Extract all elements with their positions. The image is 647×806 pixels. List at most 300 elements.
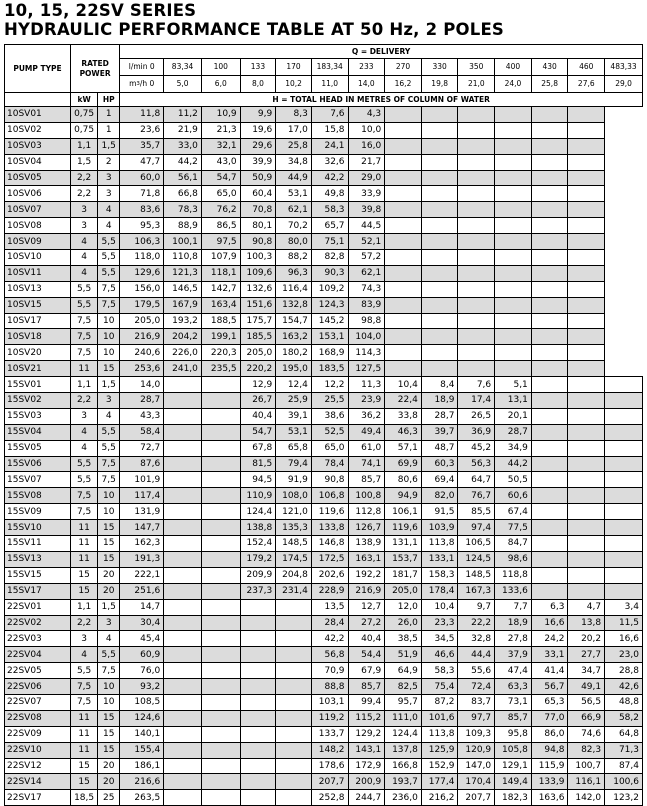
head-value-cell: 55,6 — [458, 663, 495, 679]
head-value-cell: 49,4 — [348, 424, 385, 440]
head-value-cell — [605, 393, 643, 409]
head-value-cell — [531, 551, 568, 567]
head-value-cell: 23,3 — [421, 615, 458, 631]
hp-header: HP — [98, 93, 120, 107]
head-value-cell — [568, 472, 605, 488]
table-row — [5, 408, 643, 424]
head-value-cell: 205,0 — [240, 345, 276, 361]
head-value-cell — [421, 202, 458, 218]
hp-cell: 1 — [98, 122, 120, 138]
head-value-cell: 124,3 — [311, 297, 348, 313]
head-value-cell — [201, 583, 240, 599]
pump-model-cell: 22SV06 — [5, 679, 71, 695]
head-value-cell: 83,9 — [348, 297, 385, 313]
table-row — [5, 615, 643, 631]
head-value-cell — [495, 218, 532, 234]
head-value-cell — [495, 361, 532, 377]
head-value-cell: 133,1 — [421, 551, 458, 567]
head-value-cell: 133,9 — [531, 774, 568, 790]
head-value-cell: 182,3 — [495, 790, 532, 806]
head-value-cell — [201, 424, 240, 440]
head-value-cell: 236,0 — [385, 790, 422, 806]
head-value-cell: 44,9 — [276, 170, 312, 186]
head-value-cell: 155,4 — [120, 742, 164, 758]
head-value-cell — [495, 202, 532, 218]
head-value-cell — [568, 345, 605, 361]
flow-m3h-cell: 14,0 — [348, 76, 385, 93]
head-value-cell — [531, 218, 568, 234]
hp-cell: 2 — [98, 154, 120, 170]
flow-lmin-cell: 330 — [421, 59, 458, 76]
head-value-cell — [495, 154, 532, 170]
head-value-cell: 170,4 — [458, 774, 495, 790]
head-value-cell: 138,9 — [348, 536, 385, 552]
kw-cell: 3 — [70, 218, 97, 234]
head-value-cell: 42,2 — [311, 631, 348, 647]
head-value-cell — [531, 520, 568, 536]
head-value-cell — [201, 551, 240, 567]
head-value-cell: 7,6 — [311, 107, 348, 123]
head-value-cell: 91,5 — [421, 504, 458, 520]
head-value-cell: 62,1 — [276, 202, 312, 218]
hp-cell: 4 — [98, 631, 120, 647]
head-value-cell — [421, 250, 458, 266]
head-value-cell: 154,7 — [276, 313, 312, 329]
head-value-cell — [458, 202, 495, 218]
head-value-cell — [458, 218, 495, 234]
head-value-cell — [531, 440, 568, 456]
head-value-cell: 263,5 — [120, 790, 164, 806]
head-value-cell — [201, 440, 240, 456]
performance-table — [4, 44, 643, 806]
head-value-cell: 61,0 — [348, 440, 385, 456]
head-value-cell: 37,9 — [495, 647, 532, 663]
head-value-cell: 34,9 — [495, 440, 532, 456]
head-value-cell — [458, 154, 495, 170]
head-value-cell: 78,3 — [164, 202, 202, 218]
head-value-cell — [201, 536, 240, 552]
head-value-cell: 66,8 — [164, 186, 202, 202]
head-value-cell — [568, 281, 605, 297]
head-value-cell — [164, 774, 202, 790]
hp-cell: 15 — [98, 520, 120, 536]
head-value-cell: 49,8 — [311, 186, 348, 202]
table-row — [5, 774, 643, 790]
head-value-cell — [201, 504, 240, 520]
head-value-cell: 100,6 — [605, 774, 643, 790]
head-value-cell — [164, 567, 202, 583]
head-value-cell — [201, 790, 240, 806]
flow-lmin-cell: 350 — [458, 59, 495, 76]
head-value-cell: 8,3 — [276, 107, 312, 123]
head-value-cell: 34,5 — [421, 631, 458, 647]
head-value-cell: 60,6 — [495, 488, 532, 504]
head-value-cell — [568, 551, 605, 567]
flow-m3h-cell: 11,0 — [311, 76, 348, 93]
head-value-cell: 133,6 — [495, 583, 532, 599]
head-value-cell: 106,8 — [311, 488, 348, 504]
table-row — [5, 265, 643, 281]
head-value-cell: 162,3 — [120, 536, 164, 552]
head-value-cell: 9,9 — [240, 107, 276, 123]
head-value-cell: 46,3 — [385, 424, 422, 440]
head-value-cell: 185,5 — [240, 329, 276, 345]
head-value-cell — [495, 234, 532, 250]
head-value-cell — [276, 615, 312, 631]
head-value-cell — [531, 297, 568, 313]
head-value-cell: 49,1 — [568, 679, 605, 695]
head-value-cell: 133,7 — [311, 726, 348, 742]
head-value-cell — [531, 345, 568, 361]
head-value-cell: 114,3 — [348, 345, 385, 361]
hp-cell: 10 — [98, 679, 120, 695]
head-value-cell — [164, 647, 202, 663]
flow-m3h-cell: 24,0 — [495, 76, 532, 93]
head-value-cell — [495, 250, 532, 266]
table-row — [5, 107, 643, 123]
head-value-cell — [421, 345, 458, 361]
head-value-cell: 117,4 — [120, 488, 164, 504]
head-value-cell — [240, 790, 276, 806]
head-value-cell: 69,9 — [385, 456, 422, 472]
head-value-cell: 10,4 — [385, 377, 422, 393]
table-row — [5, 790, 643, 806]
head-value-cell — [605, 536, 643, 552]
head-value-cell: 95,7 — [385, 694, 422, 710]
head-value-cell: 100,3 — [240, 250, 276, 266]
head-value-cell: 94,8 — [531, 742, 568, 758]
head-value-cell — [568, 170, 605, 186]
head-value-cell — [458, 361, 495, 377]
head-value-cell — [164, 599, 202, 615]
head-value-cell: 45,4 — [120, 631, 164, 647]
pump-model-cell: 10SV08 — [5, 218, 71, 234]
head-value-cell: 28,7 — [421, 408, 458, 424]
head-value-cell: 42,6 — [605, 679, 643, 695]
head-value-cell — [201, 615, 240, 631]
pump-model-cell: 10SV05 — [5, 170, 71, 186]
head-value-cell: 216,9 — [120, 329, 164, 345]
head-value-cell — [458, 170, 495, 186]
head-value-cell: 12,7 — [348, 599, 385, 615]
pump-model-cell: 10SV21 — [5, 361, 71, 377]
head-value-cell — [201, 694, 240, 710]
head-value-cell: 65,0 — [311, 440, 348, 456]
head-value-cell — [240, 742, 276, 758]
head-value-cell — [240, 679, 276, 695]
pump-model-cell: 10SV20 — [5, 345, 71, 361]
head-value-cell: 44,2 — [495, 456, 532, 472]
table-row — [5, 567, 643, 583]
head-value-cell: 22,4 — [385, 393, 422, 409]
hp-cell: 3 — [98, 186, 120, 202]
head-value-cell: 44,2 — [164, 154, 202, 170]
head-value-cell: 112,8 — [348, 504, 385, 520]
hp-cell: 5,5 — [98, 265, 120, 281]
head-value-cell — [164, 615, 202, 631]
head-value-cell: 36,9 — [458, 424, 495, 440]
head-value-cell — [531, 122, 568, 138]
head-value-cell — [276, 742, 312, 758]
head-value-cell: 40,4 — [348, 631, 385, 647]
head-value-cell — [276, 758, 312, 774]
head-value-cell: 25,5 — [311, 393, 348, 409]
flow-lmin-cell: 400 — [495, 59, 532, 76]
head-value-cell — [531, 567, 568, 583]
head-value-cell: 237,3 — [240, 583, 276, 599]
head-value-cell: 26,7 — [240, 393, 276, 409]
head-value-cell — [531, 313, 568, 329]
head-value-cell: 11,2 — [164, 107, 202, 123]
head-value-cell: 86,0 — [531, 726, 568, 742]
head-value-cell — [201, 393, 240, 409]
head-value-cell — [164, 679, 202, 695]
hp-cell: 7,5 — [98, 663, 120, 679]
kw-cell: 15 — [70, 583, 97, 599]
pump-model-cell: 15SV03 — [5, 408, 71, 424]
head-value-cell — [495, 345, 532, 361]
kw-cell: 11 — [70, 726, 97, 742]
head-value-cell — [201, 647, 240, 663]
pump-model-cell: 15SV10 — [5, 520, 71, 536]
head-value-cell: 222,1 — [120, 567, 164, 583]
head-value-cell: 71,8 — [120, 186, 164, 202]
pump-model-cell: 22SV14 — [5, 774, 71, 790]
head-value-cell — [164, 377, 202, 393]
head-value-cell: 18,9 — [495, 615, 532, 631]
head-value-cell: 67,9 — [348, 663, 385, 679]
head-value-cell — [531, 250, 568, 266]
head-value-cell: 151,6 — [240, 297, 276, 313]
head-value-cell: 100,8 — [348, 488, 385, 504]
head-value-cell: 101,9 — [120, 472, 164, 488]
head-value-cell: 235,5 — [201, 361, 240, 377]
head-value-cell: 119,6 — [311, 504, 348, 520]
head-value-cell — [385, 281, 422, 297]
head-value-cell: 36,2 — [348, 408, 385, 424]
pump-model-cell: 22SV05 — [5, 663, 71, 679]
hp-cell: 3 — [98, 393, 120, 409]
head-value-cell: 60,3 — [421, 456, 458, 472]
head-value-cell: 118,0 — [120, 250, 164, 266]
head-value-cell: 85,5 — [458, 504, 495, 520]
head-value-cell: 28,8 — [605, 663, 643, 679]
head-value-cell: 87,6 — [120, 456, 164, 472]
head-value-cell: 200,9 — [348, 774, 385, 790]
head-value-cell: 126,7 — [348, 520, 385, 536]
head-value-cell — [164, 472, 202, 488]
head-value-cell: 14,7 — [120, 599, 164, 615]
head-value-cell: 79,4 — [276, 456, 312, 472]
head-value-cell: 85,7 — [495, 710, 532, 726]
head-value-cell: 226,0 — [164, 345, 202, 361]
title-block — [4, 1, 504, 39]
head-value-cell: 135,3 — [276, 520, 312, 536]
head-value-cell: 205,0 — [120, 313, 164, 329]
head-value-cell: 53,1 — [276, 186, 312, 202]
hp-cell: 4 — [98, 202, 120, 218]
head-value-cell — [458, 122, 495, 138]
head-value-cell: 20,1 — [495, 408, 532, 424]
kw-cell: 15 — [70, 774, 97, 790]
table-row — [5, 583, 643, 599]
head-value-cell: 56,3 — [458, 456, 495, 472]
head-value-cell: 22,2 — [458, 615, 495, 631]
head-value-cell: 216,6 — [120, 774, 164, 790]
table-row — [5, 122, 643, 138]
head-value-cell: 6,3 — [531, 599, 568, 615]
head-value-cell — [531, 265, 568, 281]
kw-cell: 1,1 — [70, 377, 97, 393]
head-value-cell — [421, 329, 458, 345]
table-row — [5, 170, 643, 186]
head-value-cell: 44,5 — [348, 218, 385, 234]
hp-cell: 10 — [98, 504, 120, 520]
table-title: HYDRAULIC PERFORMANCE TABLE AT 50 Hz, 2 POLES — [4, 20, 505, 39]
head-value-cell: 103,9 — [421, 520, 458, 536]
head-value-cell: 54,7 — [201, 170, 240, 186]
head-value-cell — [421, 218, 458, 234]
head-value-cell — [385, 138, 422, 154]
head-value-cell — [164, 551, 202, 567]
head-value-cell: 72,4 — [458, 679, 495, 695]
head-value-cell — [531, 583, 568, 599]
head-value-cell — [421, 313, 458, 329]
hp-cell: 10 — [98, 329, 120, 345]
head-value-cell: 75,4 — [421, 679, 458, 695]
head-value-cell — [531, 281, 568, 297]
kw-cell: 5,5 — [70, 663, 97, 679]
head-value-cell: 38,6 — [311, 408, 348, 424]
head-value-cell: 66,9 — [568, 710, 605, 726]
hp-cell: 3 — [98, 170, 120, 186]
head-value-cell: 26,0 — [385, 615, 422, 631]
head-value-cell: 129,1 — [495, 758, 532, 774]
head-value-cell: 32,8 — [458, 631, 495, 647]
pump-model-cell: 15SV17 — [5, 583, 71, 599]
head-value-cell — [568, 488, 605, 504]
head-value-cell — [201, 377, 240, 393]
pump-model-cell: 15SV11 — [5, 536, 71, 552]
head-value-cell: 60,4 — [240, 186, 276, 202]
head-value-cell: 80,0 — [276, 234, 312, 250]
table-row — [5, 710, 643, 726]
head-value-cell: 17,4 — [458, 393, 495, 409]
table-row — [5, 663, 643, 679]
table-row — [5, 742, 643, 758]
kw-header: kW — [70, 93, 97, 107]
head-value-cell — [201, 679, 240, 695]
head-value-cell — [495, 138, 532, 154]
head-value-cell — [385, 186, 422, 202]
head-value-cell — [421, 265, 458, 281]
head-value-cell: 10,0 — [348, 122, 385, 138]
head-value-cell — [568, 393, 605, 409]
head-value-cell: 103,1 — [311, 694, 348, 710]
head-value-cell: 11,3 — [348, 377, 385, 393]
head-value-cell — [164, 424, 202, 440]
head-value-cell: 65,7 — [311, 218, 348, 234]
hp-cell: 1,5 — [98, 599, 120, 615]
head-value-cell: 65,0 — [201, 186, 240, 202]
head-value-cell — [201, 774, 240, 790]
table-row — [5, 250, 643, 266]
head-value-cell: 132,8 — [276, 297, 312, 313]
head-value-cell: 28,7 — [495, 424, 532, 440]
head-value-cell — [201, 726, 240, 742]
head-value-cell — [568, 408, 605, 424]
head-value-cell: 241,0 — [164, 361, 202, 377]
flow-lmin-cell: 170 — [276, 59, 312, 76]
head-value-cell: 48,7 — [421, 440, 458, 456]
head-value-cell: 158,3 — [421, 567, 458, 583]
head-value-cell: 90,8 — [240, 234, 276, 250]
head-value-cell: 35,7 — [120, 138, 164, 154]
pump-model-cell: 22SV04 — [5, 647, 71, 663]
hp-cell: 15 — [98, 742, 120, 758]
head-value-cell: 23,0 — [605, 647, 643, 663]
head-value-cell — [385, 329, 422, 345]
kw-cell: 5,5 — [70, 297, 97, 313]
head-value-cell — [385, 218, 422, 234]
head-value-cell: 16,0 — [348, 138, 385, 154]
head-value-cell: 80,1 — [240, 218, 276, 234]
head-value-cell — [605, 551, 643, 567]
head-value-cell — [458, 107, 495, 123]
head-value-cell: 94,5 — [240, 472, 276, 488]
hp-cell: 7,5 — [98, 281, 120, 297]
head-value-cell: 116,1 — [568, 774, 605, 790]
head-value-cell: 138,8 — [240, 520, 276, 536]
head-value-cell — [201, 758, 240, 774]
head-value-cell: 148,2 — [311, 742, 348, 758]
head-value-cell: 75,1 — [311, 234, 348, 250]
head-value-cell — [568, 583, 605, 599]
head-value-cell: 54,7 — [240, 424, 276, 440]
head-value-cell: 123,2 — [605, 790, 643, 806]
head-value-cell: 85,7 — [348, 472, 385, 488]
kw-cell: 1,1 — [70, 599, 97, 615]
kw-cell: 3 — [70, 408, 97, 424]
head-value-cell: 60,0 — [120, 170, 164, 186]
head-value-cell: 231,4 — [276, 583, 312, 599]
hp-cell: 20 — [98, 758, 120, 774]
head-value-cell: 124,4 — [240, 504, 276, 520]
head-value-cell: 140,1 — [120, 726, 164, 742]
flow-m3h-cell: 25,8 — [531, 76, 568, 93]
head-value-cell: 70,8 — [240, 202, 276, 218]
delivery-header: Q = DELIVERY — [120, 45, 643, 59]
pump-model-cell: 10SV03 — [5, 138, 71, 154]
head-value-cell — [421, 234, 458, 250]
head-value-cell: 143,1 — [348, 742, 385, 758]
head-value-cell — [201, 520, 240, 536]
head-value-cell: 50,9 — [240, 170, 276, 186]
kw-cell: 4 — [70, 234, 97, 250]
head-value-cell: 11,5 — [605, 615, 643, 631]
head-value-cell: 21,3 — [201, 122, 240, 138]
pump-model-cell: 22SV09 — [5, 726, 71, 742]
head-value-cell — [458, 313, 495, 329]
pump-model-cell: 15SV13 — [5, 551, 71, 567]
head-value-cell: 67,8 — [240, 440, 276, 456]
head-value-cell — [568, 122, 605, 138]
table-row — [5, 234, 643, 250]
head-value-cell: 7,7 — [495, 599, 532, 615]
pump-model-cell: 22SV17 — [5, 790, 71, 806]
table-row — [5, 647, 643, 663]
head-value-cell — [605, 583, 643, 599]
